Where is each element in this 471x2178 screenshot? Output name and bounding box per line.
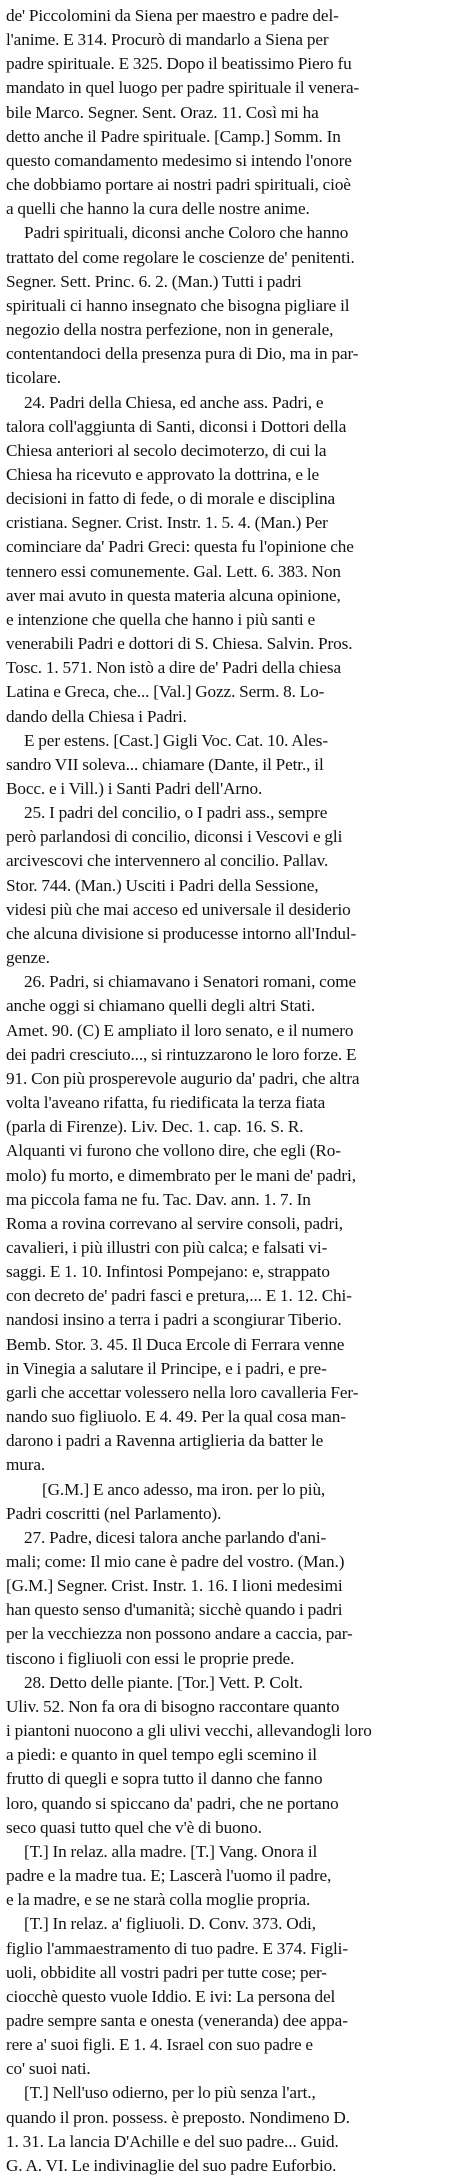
- text-line: dei padri cresciuto..., si rintuzzarono le loro forze. E: [6, 1044, 357, 1064]
- text-line: 26. Padri, si chiamavano i Senatori romani, come: [24, 972, 356, 992]
- text-line: Padri coscritti (nel Parlamento).: [6, 1503, 222, 1523]
- text-line: aver mai avuto in questa materia alcuna opinione,: [6, 585, 341, 605]
- text-line: loro, quando si spiccano da' padri, che ne portano: [6, 1793, 339, 1813]
- text-line: seco quasi tutto quel che v'è di buono.: [6, 1817, 262, 1837]
- text-line: arcivescovi che intervennero al concilio. Pallav.: [6, 851, 329, 871]
- text-line: a quelli che hanno la cura delle nostre anime.: [6, 199, 310, 219]
- text-line: videsi più che mai acceso ed universale il desiderio: [6, 899, 351, 919]
- text-line: anche oggi si chiamano quelli degli altri Stati.: [6, 996, 316, 1016]
- text-line: Tosc. 1. 571. Non istò a dire de' Padri della chiesa: [6, 658, 341, 678]
- text-line: decisioni in fatto di fede, o di morale e disciplina: [6, 489, 336, 509]
- text-line: i piantoni nuocono a gli ulivi vecchi, allevandogli loro: [6, 1721, 372, 1741]
- text-line: [G.M.] Segner. Crist. Instr. 1. 16. I lioni medesimi: [6, 1576, 343, 1596]
- text-line: 27. Padre, dicesi talora anche parlando d'ani-: [24, 1527, 327, 1547]
- text-line: rere a' suoi figli. E 1. 4. Israel con suo padre e: [6, 2035, 313, 2055]
- text-line: E per estens. [Cast.] Gigli Voc. Cat. 10. Ales-: [24, 730, 328, 750]
- text-line: e la madre, e se ne starà colla moglie propria.: [6, 1890, 311, 1910]
- text-line: 1. 31. La lancia D'Achille e del suo padre... Guid.: [6, 2131, 339, 2151]
- text-line: detto anche il Padre spirituale. [Camp.] Somm. In: [6, 126, 341, 146]
- text-line: [T.] In relaz. alla madre. [T.] Vang. Onora il: [24, 1841, 318, 1861]
- text-line: Uliv. 52. Non fa ora di bisogno raccontare quanto: [6, 1696, 340, 1716]
- text-line: venerabili Padri e dottori di S. Chiesa. Salvin. Pros.: [6, 634, 353, 654]
- text-line: quando il pron. possess. è preposto. Nondimeno D.: [6, 2107, 350, 2127]
- text-line: darono i padri a Ravenna artiglieria da batter le: [6, 1431, 324, 1451]
- text-line: in Vinegia a salutare il Principe, e i padri, e pre-: [6, 1358, 327, 1378]
- text-line: trattato del come regolare le coscienze de' penitenti.: [6, 247, 355, 267]
- text-line: Amet. 90. (C) E ampliato il loro senato, e il numero: [6, 1020, 354, 1040]
- text-line: cominciare da' Padri Greci: questa fu l'opinione che: [6, 537, 354, 557]
- text-line: volta l'aveano rifatta, fu riedificata la terza fiata: [6, 1093, 326, 1113]
- text-line: molo) fu morto, e dimembrato per le mani de' padri,: [6, 1165, 356, 1185]
- text-line: cavalieri, i più illustri con più calca; e falsati vi-: [6, 1237, 328, 1257]
- text-line: a piedi: e quanto in quel tempo egli scemino il: [6, 1745, 317, 1765]
- text-line: Chiesa anteriori al secolo decimoterzo, di cui la: [6, 440, 327, 460]
- text-line: che dobbiamo portare ai nostri padri spirituali, cioè: [6, 175, 351, 195]
- text-line: [T.] In relaz. a' figliuoli. D. Conv. 373. Odi,: [24, 1914, 316, 1934]
- text-line: Stor. 744. (Man.) Usciti i Padri della Sessione,: [6, 875, 319, 895]
- text-line: mali; come: Il mio cane è padre del vostro. (Man.): [6, 1552, 345, 1571]
- text-line: Bocc. e i Vill.) i Santi Padri dell'Arno.: [6, 779, 263, 798]
- text-line: [T.] Nell'uso odierno, per lo più senza l'art.,: [24, 2083, 316, 2103]
- text-line: padre e la madre tua. E; Lascerà l'uomo il padre,: [6, 1866, 332, 1886]
- text-line: padre sempre santa e onesta (veneranda) dee appa-: [6, 2010, 348, 2030]
- text-line: Chiesa ha ricevuto e approvato la dottrina, e le: [6, 464, 320, 484]
- text-line: ticolare.: [6, 368, 61, 388]
- text-line: [G.M.] E anco adesso, ma iron. per lo più,: [42, 1479, 326, 1499]
- text-line: G. A. VI. Le indivinaglie del suo padre Euforbio.: [6, 2155, 337, 2175]
- text-line: cristiana. Segner. Crist. Instr. 1. 5. 4. (Man.) Per: [6, 513, 328, 533]
- text-line: l'anime. E 314. Procurò di mandarlo a Siena per: [6, 30, 329, 50]
- text-line: nandosi insino a terra i padri a scongiurar Tiberio.: [6, 1310, 342, 1330]
- text-line: Latina e Greca, che... [Val.] Gozz. Serm. 8. Lo-: [6, 682, 325, 702]
- text-line: con decreto de' padri fasci e pretura,... E 1. 12. Chi-: [6, 1286, 352, 1306]
- text-line: (parla di Firenze). Liv. Dec. 1. cap. 16. S. R.: [6, 1117, 304, 1137]
- dictionary-column: [6, 4, 465, 2178]
- text-line: sandro VII soleva... chiamare (Dante, il Petr., il: [6, 754, 324, 774]
- text-line: spirituali ci hanno insegnato che bisogna pigliare il: [6, 295, 350, 315]
- text-line: Padri spirituali, diconsi anche Coloro che hanno: [24, 223, 349, 243]
- text-line: figlio l'ammaestramento di tuo padre. E 374. Figli-: [6, 1938, 348, 1958]
- text-line: genze.: [6, 948, 50, 968]
- text-line: questo comandamento medesimo si intendo l'onore: [6, 150, 352, 170]
- text-line: dando della Chiesa i Padri.: [6, 706, 187, 726]
- text-line: 28. Detto delle piante. [Tor.] Vett. P. Colt.: [24, 1672, 303, 1692]
- text-line: però parlandosi di concilio, diconsi i Vescovi e gli: [6, 827, 343, 847]
- text-line: nando suo figliuolo. E 4. 49. Per la qual cosa man-: [6, 1407, 346, 1427]
- text-line: 24. Padri della Chiesa, ed anche ass. Padri, e: [24, 392, 324, 412]
- text-line: garli che accettar volessero nella loro cavalleria Fer-: [6, 1382, 359, 1402]
- text-line: co' suoi nati.: [6, 2059, 91, 2079]
- text-line: 25. I padri del concilio, o I padri ass., sempre: [24, 803, 328, 823]
- text-line: han questo senso d'umanità; sicchè quando i padri: [6, 1600, 343, 1620]
- text-line: tiscono i figliuoli con essi le proprie prede.: [6, 1648, 295, 1668]
- text-line: padre spirituale. E 325. Dopo il beatissimo Piero fu: [6, 54, 352, 74]
- text-line: Segner. Sett. Princ. 6. 2. (Man.) Tutti i padri: [6, 271, 302, 291]
- text-line: e intenzione che quella che hanno i più santi e: [6, 609, 316, 629]
- text-line: talora coll'aggiunta di Santi, diconsi i Dottori della: [6, 416, 347, 436]
- text-line: Bemb. Stor. 3. 45. Il Duca Ercole di Ferrara venne: [6, 1334, 345, 1354]
- text-line: Alquanti vi furono che vollono dire, che egli (Ro-: [6, 1141, 341, 1161]
- text-line: ciocchè questo vuole Iddio. E ivi: La persona del: [6, 1986, 336, 2006]
- text-line: che alcuna divisione si producesse intorno all'Indul-: [6, 923, 357, 943]
- text-line: ma piccola fama ne fu. Tac. Dav. ann. 1. 7. In: [6, 1189, 311, 1209]
- text-line: tennero essi comunemente. Gal. Lett. 6. 383. Non: [6, 561, 341, 581]
- text-line: uoli, obbidite all vostri padri per tutte cose; per-: [6, 1962, 327, 1982]
- text-line: 91. Con più prosperevole augurio da' padri, che altra: [6, 1068, 360, 1088]
- text-line: contentandoci della presenza pura di Dio, ma in par-: [6, 344, 359, 364]
- text-line: negozio della nostra perfezione, non in generale,: [6, 320, 334, 340]
- text-line: mandato in quel luogo per padre spirituale il venera-: [6, 78, 360, 98]
- text-line: saggi. E 1. 10. Infintosi Pompejano: e, strappato: [6, 1262, 330, 1282]
- text-line: frutto di quegli e sopra tutto il danno che fanno: [6, 1769, 323, 1789]
- text-line: de' Piccolomini da Siena per maestro e padre del-: [6, 6, 339, 25]
- text-line: per la vecchiezza non possono andare a caccia, par-: [6, 1624, 353, 1644]
- text-line: Roma a rovina correvano al servire consoli, padri,: [6, 1213, 344, 1233]
- text-line: mura.: [6, 1455, 46, 1475]
- text-line: bile Marco. Segner. Sent. Oraz. 11. Così mi ha: [6, 102, 319, 122]
